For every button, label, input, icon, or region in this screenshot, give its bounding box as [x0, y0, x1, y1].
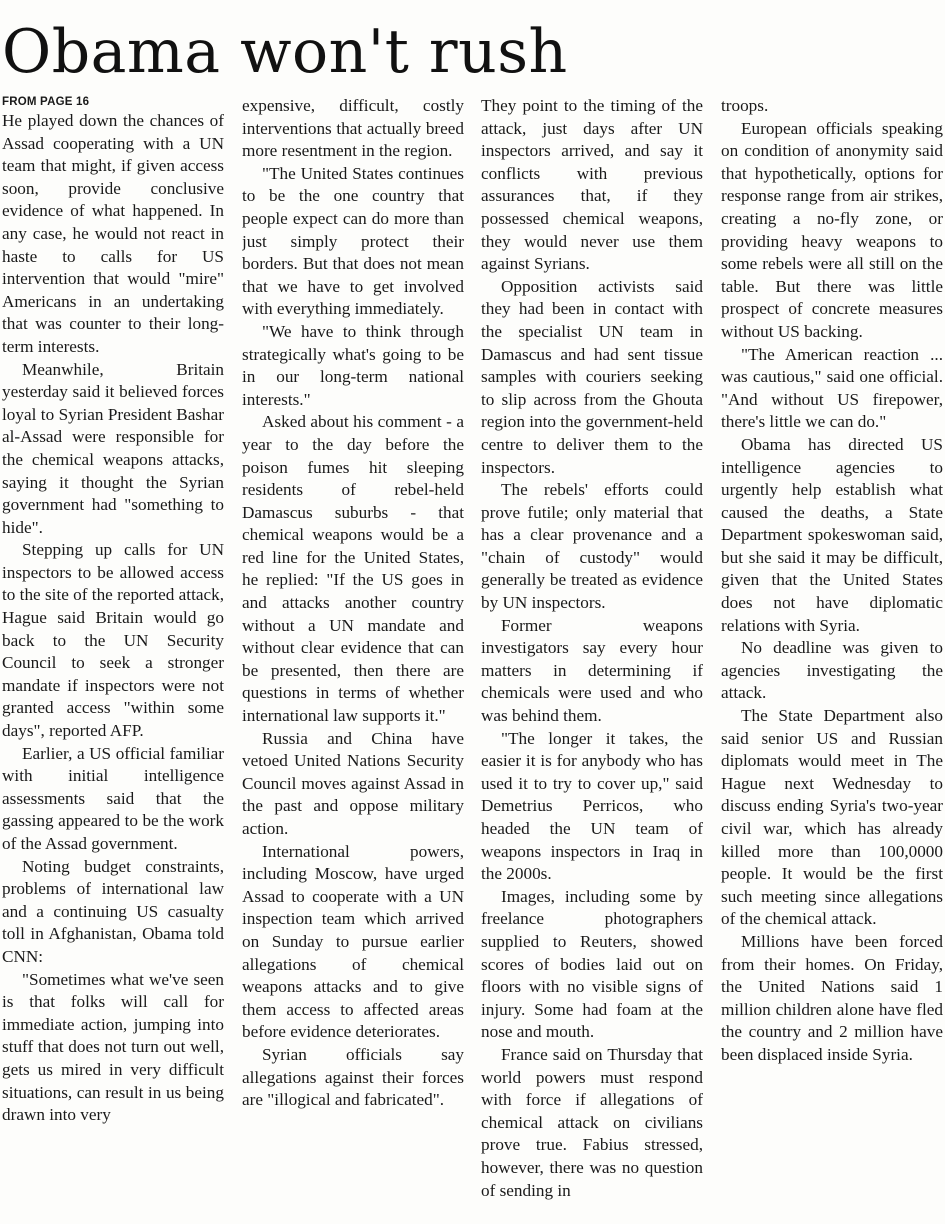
headline: Obama won't rush [2, 17, 568, 87]
article-paragraph: Opposition activists said they had been in contact with the specialist UN team in Damascus and had sent tissue samples with couriers seeking to slip across from the Ghouta region into the government-held centre to deliver them to the inspectors. [481, 276, 703, 477]
article-paragraph: Earlier, a US official familiar with initial intelligence assessments said that the gassing appeared to be the work of the Assad government. [2, 743, 224, 853]
article-paragraph: He played down the chances of Assad cooperating with a UN team that might, if given access soon, provide conclusive evidence of what happened. In any case, he would not react in haste to calls for US intervention that would "mire" Americans in an undertaking that was counter to their long-term interests. [2, 111, 224, 356]
article-paragraph: The rebels' efforts could prove futile; only material that has a clear provenance and a "chain of custody" would generally be treated as evidence by UN inspectors. [481, 480, 703, 613]
article-paragraph: "The longer it takes, the easier it is for anybody who has used it to try to cover up," said Demetrius Perricos, who headed the UN team of weapons inspectors in Iraq in the 2000s. [481, 728, 703, 884]
article-column-1 [2, 95, 224, 1220]
article-paragraph: Syrian officials say allegations against their forces are "illogical and fabricated". [242, 1044, 464, 1110]
article-paragraph: Noting budget constraints, problems of international law and a continuing US casualty toll in Afghanistan, Obama told CNN: [2, 856, 224, 966]
article-paragraph: The State Department also said senior US and Russian diplomats would meet in The Hague next Wednesday to discuss ending Syria's two-year civil war, which has already killed more than 100,0000 people. It would be the first such meeting since allegations of the chemical attack. [721, 706, 943, 929]
article-column-4 [721, 95, 943, 1220]
article-paragraph: Millions have been forced from their homes. On Friday, the United Nations said 1 million children alone have fled the country and 2 million have been displaced inside Syria. [721, 931, 943, 1064]
article-column-2 [242, 95, 464, 1220]
article-paragraph: No deadline was given to agencies investigating the attack. [721, 638, 943, 703]
article-paragraph: Stepping up calls for UN inspectors to be allowed access to the site of the reported attack, Hague said Britain would go back to the UN Security Council to seek a stronger mandate if inspectors were not granted access "within some days", reported AFP. [2, 540, 224, 741]
article-paragraph: Former weapons investigators say every hour matters in determining if chemicals were used and who was behind them. [481, 615, 703, 726]
article-column-3 [481, 95, 703, 1220]
article-paragraph: Meanwhile, Britain yesterday said it believed forces loyal to Syrian President Bashar al-Assad were responsible for the chemical weapons attacks, saying it thought the Syrian government had "something to hide". [2, 359, 224, 537]
article-paragraph: International powers, including Moscow, have urged Assad to cooperate with a UN inspection team which arrived on Sunday to pursue earlier allegations of chemical weapons attacks and to give them access to affected areas before evidence deteriorates. [242, 841, 464, 1042]
article-paragraph: Images, including some by freelance photographers supplied to Reuters, showed scores of bodies laid out on floors with no visible signs of injury. Some had foam at the nose and mouth. [481, 886, 703, 1042]
article-paragraph: France said on Thursday that world powers must respond with force if allegations of chemical attack on civilians prove true. Fabius stressed, however, there was no question of sending in [481, 1044, 703, 1200]
article-paragraph: Asked about his comment - a year to the day before the poison fumes hit sleeping residents of rebel-held Damascus suburbs - that chemical weapons would be a red line for the United States, he replied: "If the US goes in and attacks another country without a UN mandate and without clear evidence that can be presented, then there are questions in terms of whether international law supports it." [242, 412, 464, 726]
article-paragraph: They point to the timing of the attack, just days after UN inspectors arrived, and say it conflicts with previous assurances that, if they possessed chemical weapons, they would never use them against Syrians. [481, 96, 703, 274]
article-paragraph: Obama has directed US intelligence agencies to urgently help establish what caused the deaths, a State Department spokeswoman said, but she said it may be difficult, given that the United States does not have diplomatic relations with Syria. [721, 434, 943, 635]
article-paragraph: "We have to think through strategically what's going to be in our long-term national interests." [242, 321, 464, 409]
article-paragraph: expensive, difficult, costly interventions that actually breed more resentment in the region. [242, 96, 464, 161]
article-paragraph: troops. [721, 96, 769, 115]
article-paragraph: "Sometimes what we've seen is that folks will call for immediate action, jumping into stuff that does not turn out well, gets us mired in very difficult situations, can result in us being drawn into very [2, 969, 224, 1125]
article-paragraph: "The American reaction ... was cautious," said one official. "And without US firepower, there's little we can do." [721, 344, 943, 432]
article-paragraph: European officials speaking on condition of anonymity said that hypothetically, options for response range from air strikes, creating a no-fly zone, or providing heavy weapons to some rebels were all still on the table. But there was little prospect of concrete measures without US backing. [721, 118, 943, 341]
article-paragraph: "The United States continues to be the one country that people expect can do more than just simply protect their borders. But that does not mean that we have to get involved with everything immediately. [242, 163, 464, 319]
article-paragraph: Russia and China have vetoed United Nations Security Council moves against Assad in the past and oppose military action. [242, 728, 464, 838]
continued-from-label: FROM PAGE 16 [2, 96, 90, 108]
